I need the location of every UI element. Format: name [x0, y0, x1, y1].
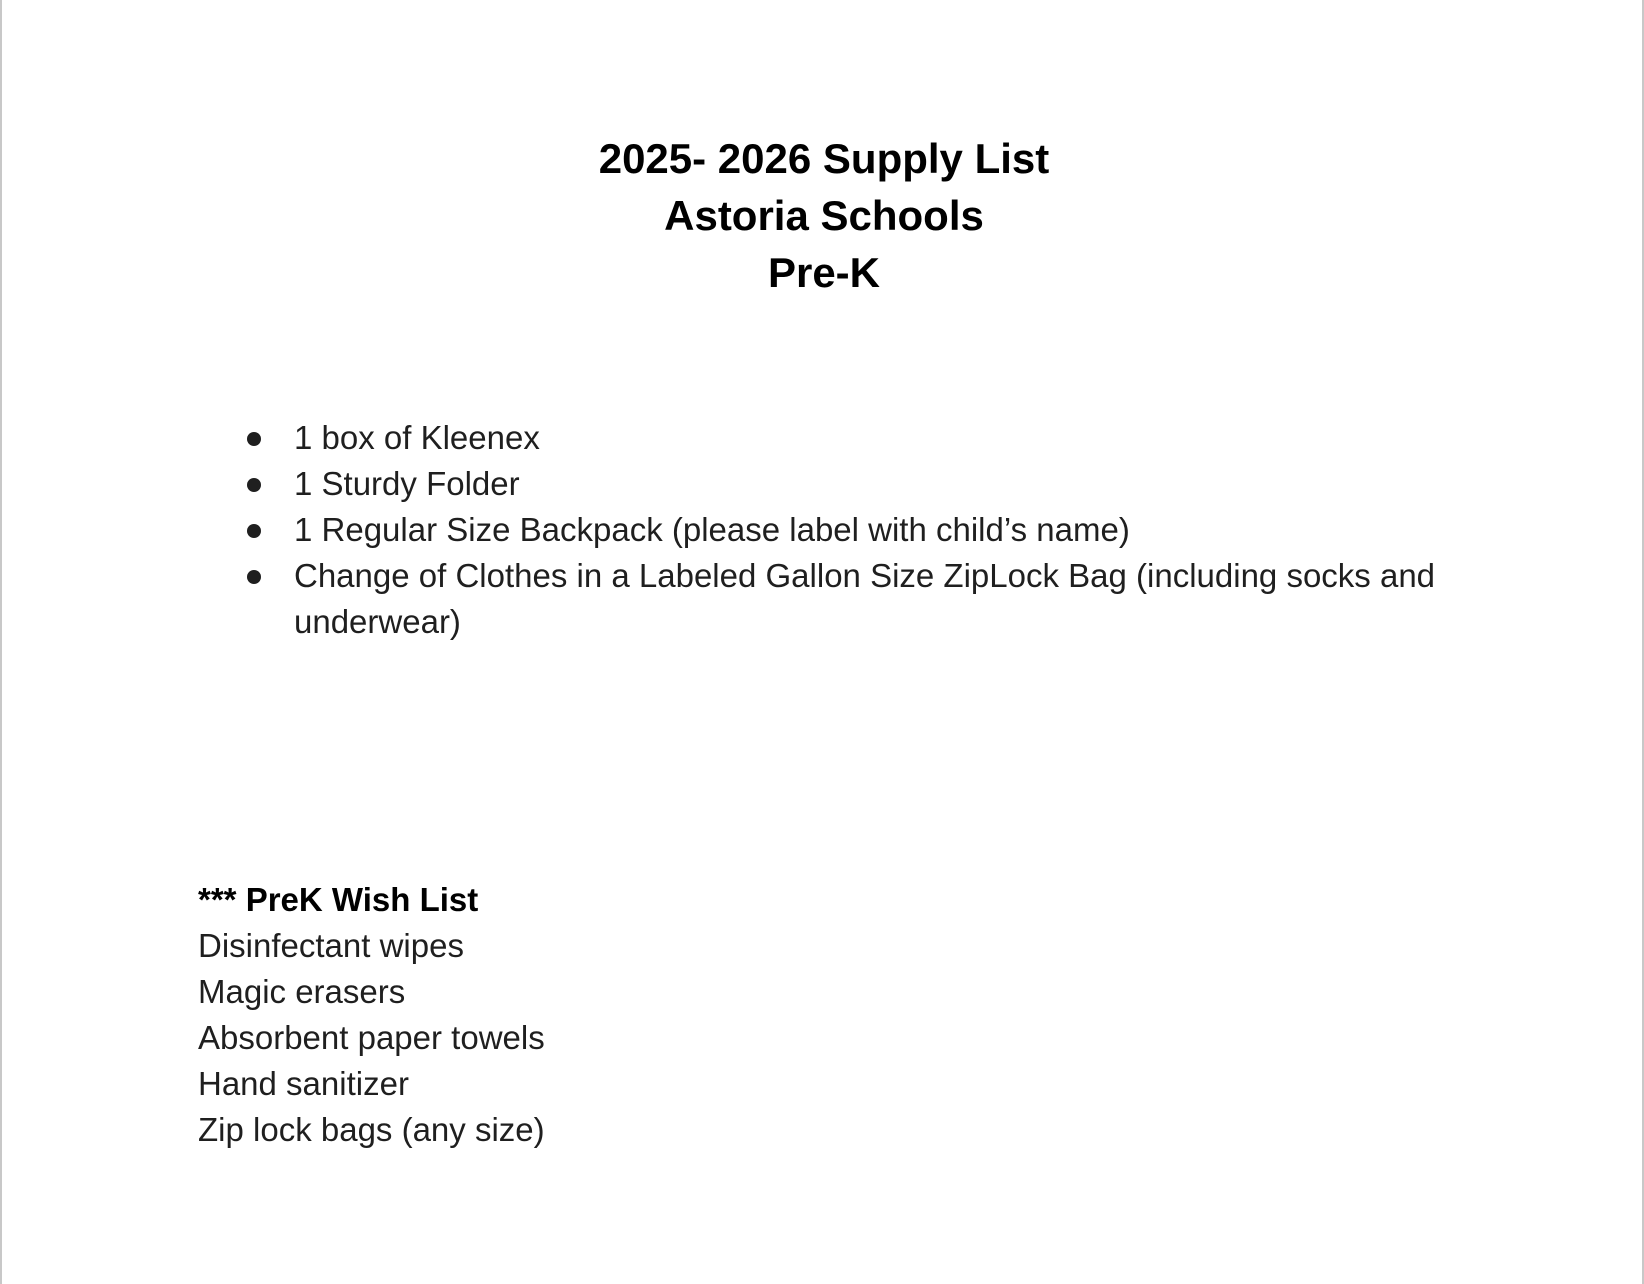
wish-list-item: Disinfectant wipes [198, 927, 464, 964]
list-item-text: 1 Regular Size Backpack (please label with child’s name) [294, 511, 1130, 548]
bullet-icon [247, 524, 261, 538]
list-item-text: 1 Sturdy Folder [294, 465, 520, 502]
list-item [247, 461, 1447, 507]
list-item-text: Change of Clothes in a Labeled Gallon Size ZipLock Bag (including socks and underwear) [294, 557, 1436, 640]
wish-list-item: Hand sanitizer [198, 1065, 409, 1102]
wish-list-item: Zip lock bags (any size) [198, 1111, 545, 1148]
list-item [247, 507, 1447, 553]
title-year-line: 2025- 2026 Supply List [598, 135, 1050, 182]
wish-list-item: Magic erasers [198, 973, 406, 1010]
bullet-icon [247, 432, 261, 446]
wish-list-heading: *** PreK Wish List [198, 881, 479, 918]
list-item [247, 553, 1447, 645]
title-school-line: Astoria Schools [664, 192, 984, 239]
supply-list [247, 415, 1447, 645]
title-grade-line: Pre-K [767, 249, 881, 296]
list-item-text: 1 box of Kleenex [294, 419, 540, 456]
list-item [247, 415, 1447, 461]
wish-list-item: Absorbent paper towels [198, 1019, 545, 1056]
bullet-icon [247, 478, 261, 492]
wish-list [198, 877, 1098, 1153]
document-title [2, 130, 1644, 301]
bullet-icon [247, 570, 261, 584]
